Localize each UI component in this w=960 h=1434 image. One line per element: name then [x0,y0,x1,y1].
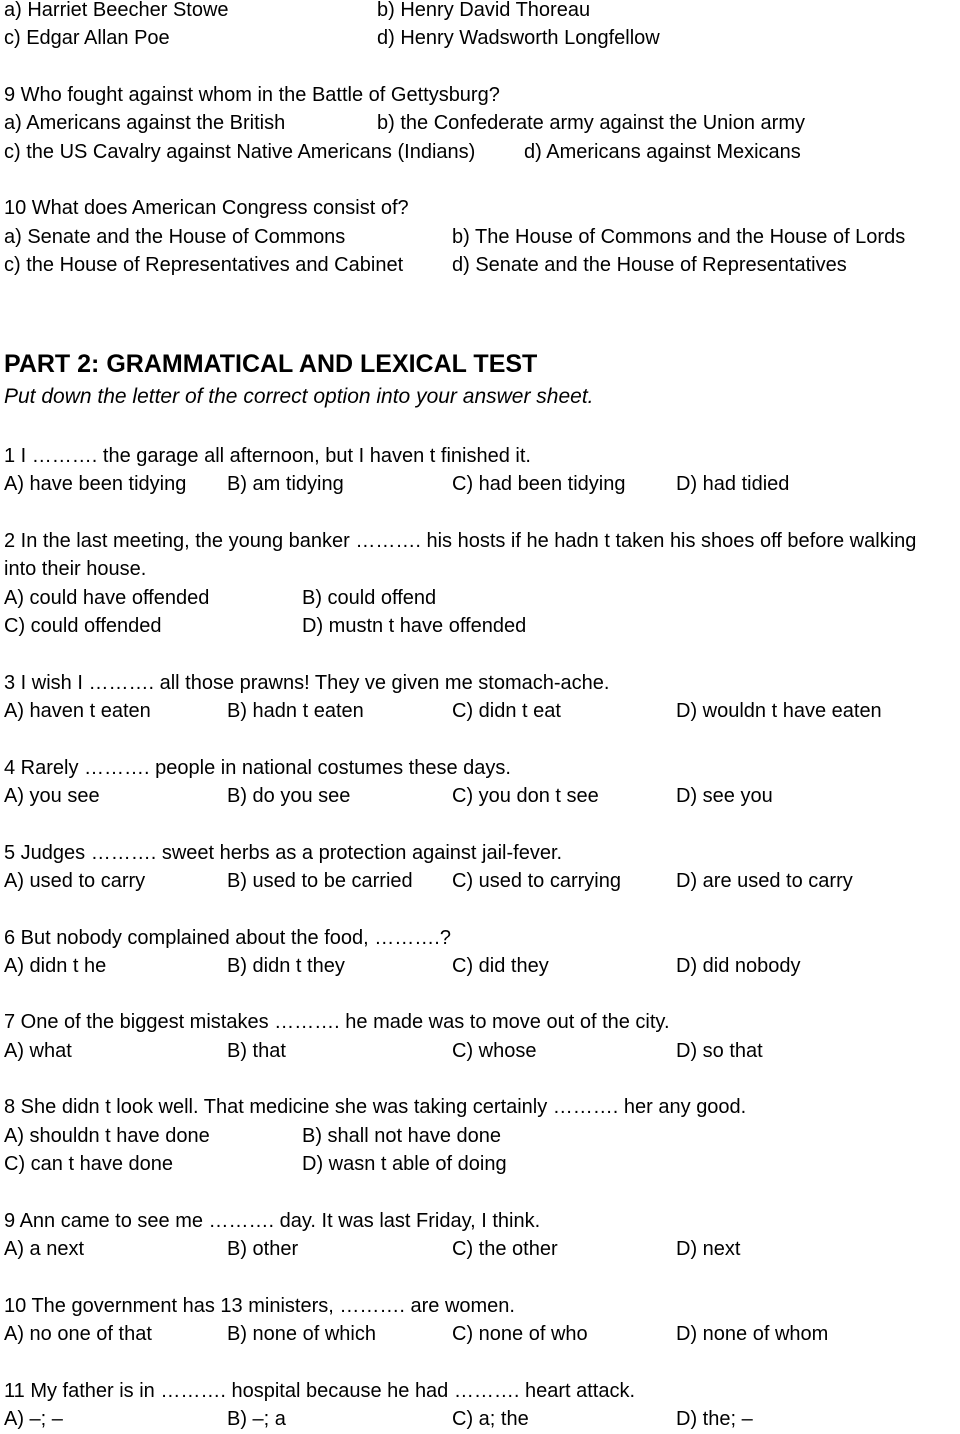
q8-option-c: c) Edgar Allan Poe [4,27,170,49]
option-a: A) –; – [4,1408,63,1430]
option-b: B) am tidying [227,473,344,495]
q10-option-a: a) Senate and the House of Commons [4,226,346,248]
option-a: A) you see [4,785,100,807]
option-c: C) had been tidying [452,473,626,495]
option-b: B) shall not have done [302,1125,502,1147]
option-b: B) do you see [227,785,351,807]
option-c: C) whose [452,1040,537,1062]
option-c: C) you don t see [452,785,599,807]
question-text-continued: into their house. [4,558,147,580]
question-text: 3 I wish I ………. all those prawns! They ve given me stomach-ache. [4,672,610,694]
q9-text: 9 Who fought against whom in the Battle of Gettysburg? [4,84,500,106]
option-b: B) other [227,1238,299,1260]
option-b: B) hadn t eaten [227,700,364,722]
question-text: 6 But nobody complained about the food, ……….? [4,927,451,949]
question-text: 2 In the last meeting, the young banker ………. his hosts if he hadn t taken his shoes off before walking [4,530,917,552]
option-d: D) mustn t have offended [302,615,527,637]
option-c: C) didn t eat [452,700,561,722]
option-d: D) wasn t able of doing [302,1153,507,1175]
option-c: C) could offended [4,615,162,637]
option-b: B) none of which [227,1323,376,1345]
option-d: D) the; – [676,1408,753,1430]
section-instruction: Put down the letter of the correct option into your answer sheet. [4,385,594,408]
option-a: A) a next [4,1238,85,1260]
option-b: B) used to be carried [227,870,413,892]
option-a: A) used to carry [4,870,146,892]
q10-option-d: d) Senate and the House of Representatives [452,254,847,276]
question-text: 8 She didn t look well. That medicine she was taking certainly ………. her any good. [4,1096,747,1118]
option-d: D) none of whom [676,1323,829,1345]
option-d: D) did nobody [676,955,801,977]
option-b: B) –; a [227,1408,286,1430]
q10-text: 10 What does American Congress consist of? [4,197,409,219]
q10-option-c: c) the House of Representatives and Cabinet [4,254,404,276]
option-d: D) so that [676,1040,763,1062]
option-c: C) none of who [452,1323,588,1345]
question-text: 1 I ………. the garage all afternoon, but I haven t finished it. [4,445,531,467]
option-d: D) next [676,1238,741,1260]
question-text: 7 One of the biggest mistakes ………. he made was to move out of the city. [4,1011,670,1033]
q10-option-b: b) The House of Commons and the House of Lords [452,226,906,248]
option-b: B) didn t they [227,955,345,977]
q9-option-c: c) the US Cavalry against Native Americans (Indians) [4,141,476,163]
question-text: 10 The government has 13 ministers, ………. are women. [4,1295,515,1317]
option-a: A) didn t he [4,955,107,977]
option-d: D) see you [676,785,773,807]
option-d: D) had tidied [676,473,790,495]
question-text: 4 Rarely ………. people in national costumes these days. [4,757,511,779]
option-c: C) did they [452,955,549,977]
option-c: C) used to carrying [452,870,621,892]
question-text: 9 Ann came to see me ………. day. It was last Friday, I think. [4,1210,541,1232]
option-a: A) what [4,1040,72,1062]
question-text: 5 Judges ………. sweet herbs as a protection against jail-fever. [4,842,563,864]
q9-option-d: d) Americans against Mexicans [524,141,801,163]
q9-option-a: a) Americans against the British [4,112,286,134]
option-d: D) are used to carry [676,870,853,892]
q8-option-b: b) Henry David Thoreau [377,0,591,21]
q8-option-a: a) Harriet Beecher Stowe [4,0,229,21]
option-a: A) shouldn t have done [4,1125,210,1147]
option-b: B) that [227,1040,286,1062]
option-c: C) the other [452,1238,558,1260]
option-a: A) haven t eaten [4,700,151,722]
option-a: A) no one of that [4,1323,152,1345]
option-d: D) wouldn t have eaten [676,700,882,722]
section-title: PART 2: GRAMMATICAL AND LEXICAL TEST [4,350,538,378]
option-c: C) a; the [452,1408,529,1430]
option-c: C) can t have done [4,1153,173,1175]
option-b: B) could offend [302,587,437,609]
option-a: A) have been tidying [4,473,187,495]
q9-option-b: b) the Confederate army against the Union army [377,112,805,134]
option-a: A) could have offended [4,587,210,609]
q8-option-d: d) Henry Wadsworth Longfellow [377,27,660,49]
question-text: 11 My father is in ………. hospital because he had ………. heart attack. [4,1380,636,1402]
